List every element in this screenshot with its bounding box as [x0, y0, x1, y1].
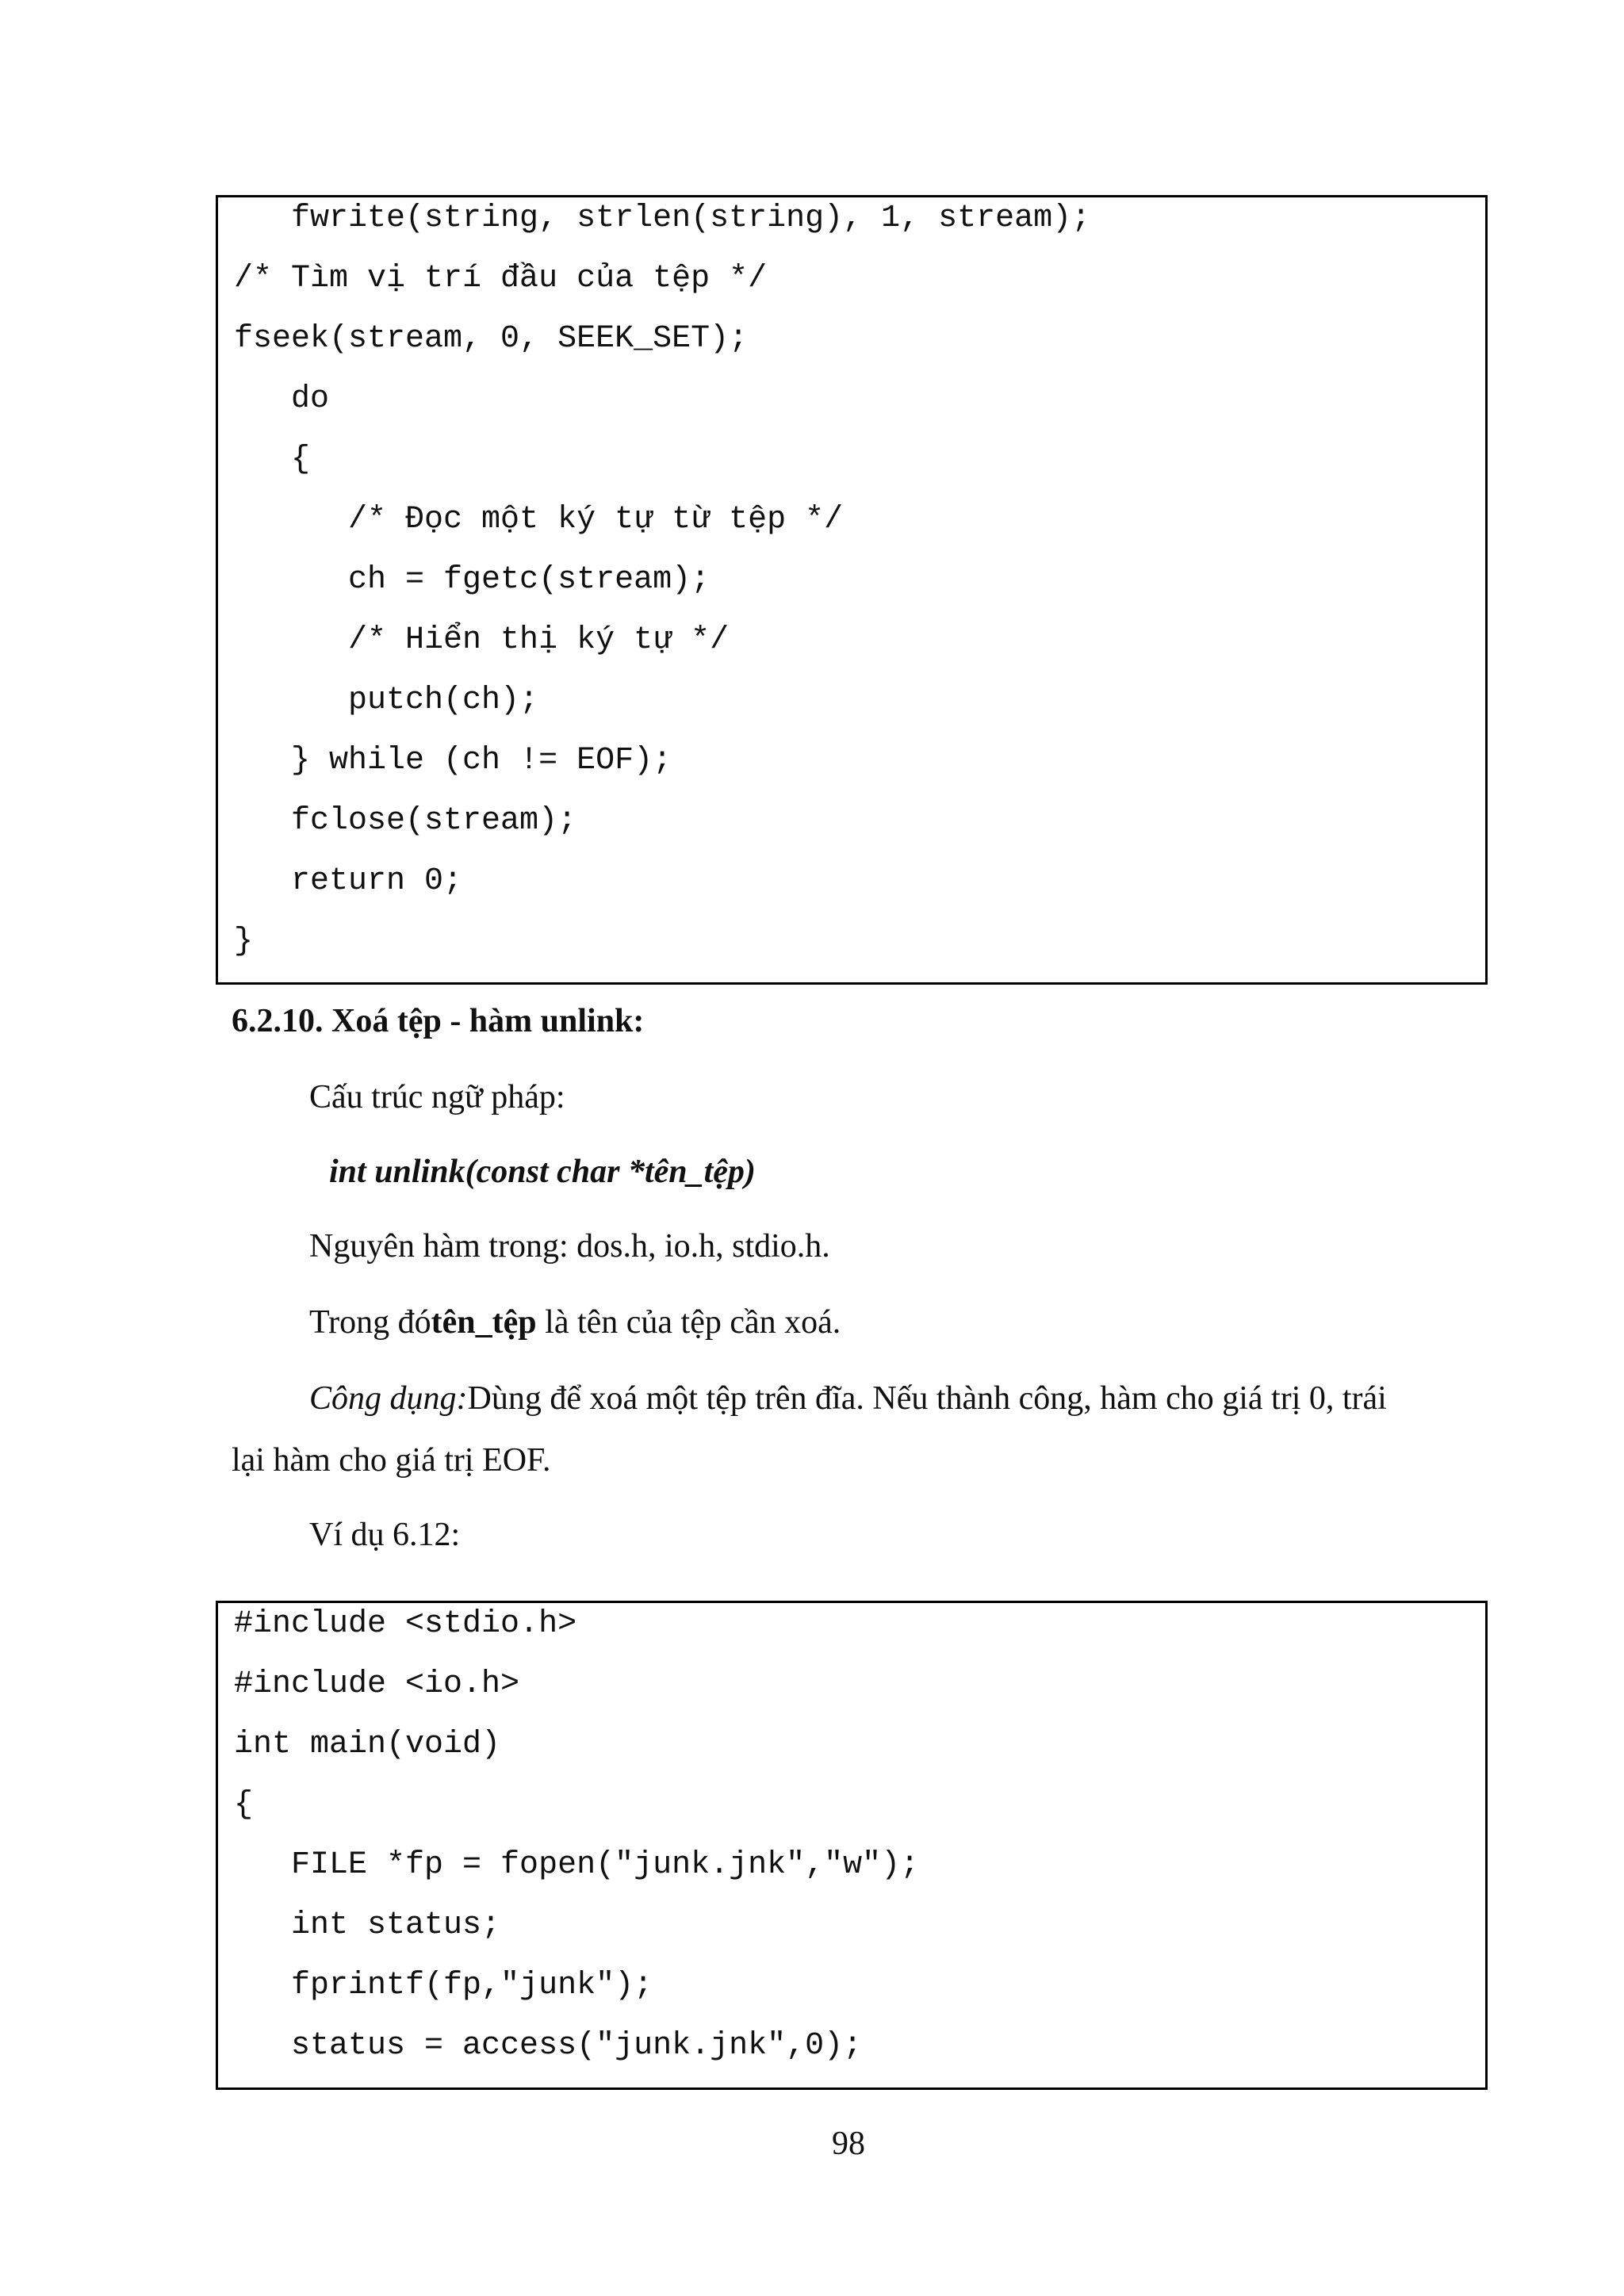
code-line: fseek(stream, 0, SEEK_SET);: [234, 321, 749, 357]
usage-label: Công dụng:: [309, 1380, 468, 1417]
code-line: return 0;: [234, 863, 463, 899]
parameter-suffix: là tên của tệp cần xoá.: [536, 1304, 841, 1341]
code-block-2: [216, 1601, 1488, 2090]
page-number: 98: [832, 2126, 865, 2162]
usage-line-continued: lại hàm cho giá trị EOF.: [232, 1442, 551, 1479]
code-line: ch = fgetc(stream);: [234, 562, 710, 598]
prototype-line: Nguyên hàm trong: dos.h, io.h, stdio.h.: [309, 1228, 830, 1265]
code-line: #include <io.h>: [234, 1667, 520, 1702]
example-label: Ví dụ 6.12:: [309, 1517, 461, 1553]
code-line: FILE *fp = fopen("junk.jnk","w");: [234, 1847, 920, 1883]
code-line: #include <stdio.h>: [234, 1606, 577, 1642]
code-line: status = access("junk.jnk",0);: [234, 2028, 863, 2064]
code-line: } while (ch != EOF);: [234, 743, 672, 779]
code-line: {: [234, 1787, 254, 1823]
usage-text: Dùng để xoá một tệp trên đĩa. Nếu thành công, hàm cho giá trị 0, trái: [467, 1380, 1387, 1417]
code-line: fclose(stream);: [234, 803, 577, 839]
usage-line: [309, 1378, 1387, 1419]
code-line: /* Hiển thị ký tự */: [234, 622, 730, 658]
code-line: fprintf(fp,"junk");: [234, 1968, 653, 2003]
code-line: fwrite(string, strlen(string), 1, stream);: [234, 201, 1091, 236]
syntax-label: Cấu trúc ngữ pháp:: [309, 1079, 565, 1115]
syntax-signature: int unlink(const char *tên_tệp): [329, 1154, 756, 1190]
parameter-line: [309, 1302, 841, 1343]
code-line: int status;: [234, 1908, 501, 1943]
parameter-prefix: Trong đó: [309, 1304, 431, 1341]
code-line: int main(void): [234, 1727, 501, 1762]
section-heading: 6.2.10. Xoá tệp - hàm unlink:: [232, 1003, 645, 1039]
code-line: }: [234, 924, 254, 959]
code-line: putch(ch);: [234, 683, 539, 718]
code-line: /* Đọc một ký tự từ tệp */: [234, 502, 844, 538]
code-block-1: [216, 195, 1488, 985]
code-line: /* Tìm vị trí đầu của tệp */: [234, 261, 768, 297]
code-line: do: [234, 381, 330, 417]
code-line: {: [234, 442, 311, 477]
parameter-name: tên_tệp: [431, 1304, 537, 1341]
